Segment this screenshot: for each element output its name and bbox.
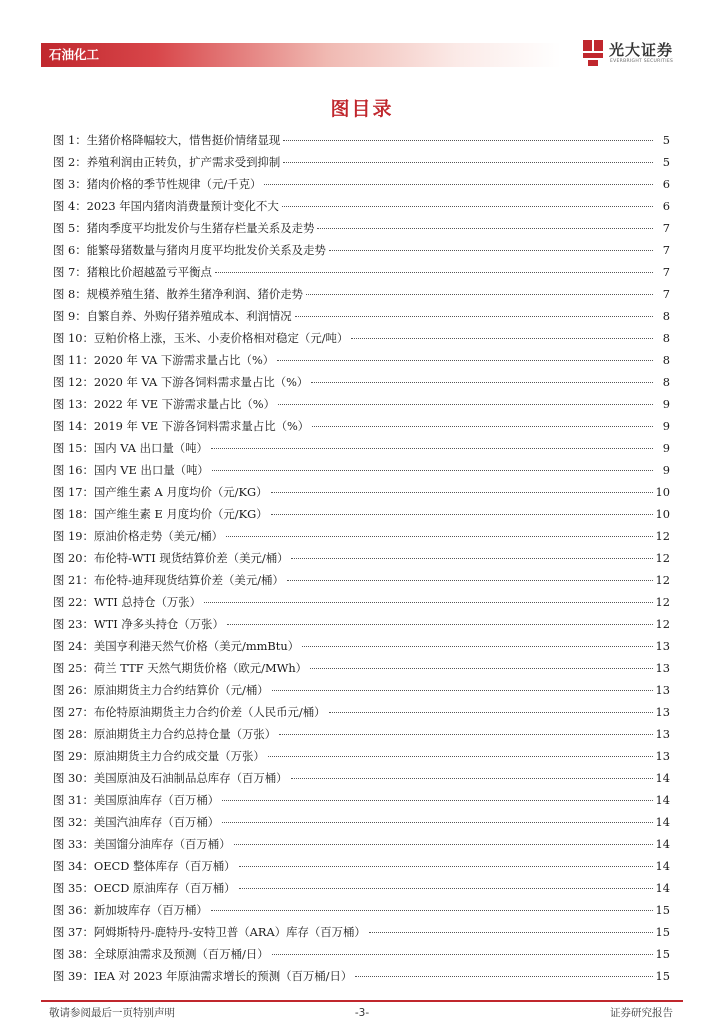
toc-leader-dots [204, 602, 652, 603]
toc-leader-dots [283, 162, 653, 163]
toc-entry-label: 图 22：WTI 总持仓（万张） [53, 595, 202, 609]
toc-leader-dots [272, 690, 653, 691]
toc-leader-dots [272, 954, 653, 955]
toc-leader-dots [311, 382, 653, 383]
toc-entry-page: 14 [655, 771, 670, 785]
toc-entry[interactable] [53, 459, 670, 481]
toc-leader-dots [264, 184, 653, 185]
toc-entry-label: 图 19：原油价格走势（美元/桶） [53, 529, 224, 543]
brand-name: 光大证券 [609, 41, 674, 59]
toc-entry-label: 图 34：OECD 整体库存（百万桶） [53, 859, 236, 873]
toc-entry-label: 图 31：美国原油库存（百万桶） [53, 793, 220, 807]
toc-entry-page: 5 [662, 155, 670, 169]
toc-entry-page: 9 [662, 463, 670, 477]
toc-entry[interactable] [53, 657, 670, 679]
toc-entry-page: 7 [662, 243, 670, 257]
toc-entry-page: 13 [655, 749, 670, 763]
toc-leader-dots [282, 206, 653, 207]
toc-entry-page: 13 [655, 705, 670, 719]
toc-leader-dots [310, 668, 652, 669]
toc-entry[interactable] [53, 349, 670, 371]
header-band [41, 43, 561, 67]
toc-entry-page: 5 [662, 133, 670, 147]
toc-leader-dots [291, 778, 653, 779]
toc-entry[interactable] [53, 877, 670, 899]
toc-entry-page: 7 [662, 265, 670, 279]
toc-leader-dots [268, 756, 653, 757]
toc-entry-page: 15 [655, 947, 670, 961]
toc-entry[interactable] [53, 723, 670, 745]
toc-entry[interactable] [53, 129, 670, 151]
toc-entry-page: 14 [655, 793, 670, 807]
toc-entry[interactable] [53, 745, 670, 767]
toc-entry-page: 10 [655, 485, 670, 499]
toc-entry-label: 图 18：国产维生素 E 月度均价（元/KG） [53, 507, 268, 521]
toc-entry-label: 图 37：阿姆斯特丹-鹿特丹-安特卫普（ARA）库存（百万桶） [53, 925, 366, 939]
toc-entry-page: 14 [655, 815, 670, 829]
toc-entry[interactable] [53, 591, 670, 613]
toc-entry-label: 图 35：OECD 原油库存（百万桶） [53, 881, 236, 895]
toc-leader-dots [306, 294, 653, 295]
toc-entry[interactable] [53, 415, 670, 437]
toc-entry-label: 图 27：布伦特原油期货主力合约价差（人民币元/桶） [53, 705, 326, 719]
toc-entry-label: 图 1：生猪价格降幅较大，惜售挺价情绪显现 [53, 133, 281, 147]
toc-leader-dots [239, 866, 653, 867]
toc-entry[interactable] [53, 217, 670, 239]
toc-leader-dots [212, 470, 653, 471]
toc-entry-label: 图 10：豆粕价格上涨，玉米、小麦价格相对稳定（元/吨） [53, 331, 349, 345]
toc-entry-page: 7 [662, 287, 670, 301]
toc-entry-page: 6 [662, 177, 670, 191]
toc-entry-page: 10 [655, 507, 670, 521]
toc-leader-dots [227, 624, 653, 625]
toc-entry-page: 13 [655, 727, 670, 741]
toc-entry[interactable] [53, 921, 670, 943]
toc-entry[interactable] [53, 701, 670, 723]
toc-entry[interactable] [53, 195, 670, 217]
toc-entry-page: 12 [655, 595, 670, 609]
toc-entry[interactable] [53, 173, 670, 195]
toc-entry[interactable] [53, 811, 670, 833]
toc-leader-dots [329, 712, 653, 713]
toc-leader-dots [222, 800, 652, 801]
toc-entry[interactable] [53, 327, 670, 349]
toc-entry-page: 9 [662, 419, 670, 433]
table-of-figures [53, 129, 670, 987]
toc-leader-dots [239, 888, 653, 889]
toc-entry-label: 图 7：猪粮比价超越盈亏平衡点 [53, 265, 212, 279]
toc-entry-label: 图 33：美国馏分油库存（百万桶） [53, 837, 231, 851]
toc-leader-dots [211, 910, 653, 911]
toc-entry-label: 图 28：原油期货主力合约总持仓量（万张） [53, 727, 277, 741]
toc-entry[interactable] [53, 261, 670, 283]
page-number: -3- [354, 1007, 370, 1019]
toc-leader-dots [351, 338, 653, 339]
toc-entry-label: 图 38：全球原油需求及预测（百万桶/日） [53, 947, 269, 961]
toc-entry-page: 12 [655, 551, 670, 565]
toc-leader-dots [226, 536, 652, 537]
toc-entry[interactable] [53, 789, 670, 811]
brand-logo [581, 38, 681, 70]
toc-entry-label: 图 20：布伦特-WTI 现货结算价差（美元/桶） [53, 551, 289, 565]
toc-entry[interactable] [53, 635, 670, 657]
toc-leader-dots [271, 492, 653, 493]
toc-leader-dots [295, 316, 653, 317]
toc-entry-page: 9 [662, 441, 670, 455]
toc-entry[interactable] [53, 855, 670, 877]
toc-entry-page: 8 [662, 375, 670, 389]
toc-leader-dots [369, 932, 653, 933]
toc-entry-label: 图 21：布伦特-迪拜现货结算价差（美元/桶） [53, 573, 284, 587]
toc-leader-dots [287, 580, 653, 581]
toc-entry-label: 图 32：美国汽油库存（百万桶） [53, 815, 220, 829]
toc-entry-page: 6 [662, 199, 670, 213]
toc-entry[interactable] [53, 151, 670, 173]
toc-entry[interactable] [53, 613, 670, 635]
toc-entry-page: 8 [662, 353, 670, 367]
toc-entry-page: 12 [655, 573, 670, 587]
toc-entry-label: 图 36：新加坡库存（百万桶） [53, 903, 208, 917]
toc-entry-page: 12 [655, 617, 670, 631]
toc-entry[interactable] [53, 305, 670, 327]
toc-entry[interactable] [53, 437, 670, 459]
toc-entry[interactable] [53, 679, 670, 701]
toc-entry-label: 图 4：2023 年国内猪肉消费量预计变化不大 [53, 199, 279, 213]
brand-logo-icon [581, 38, 605, 68]
section-label: 石油化工 [49, 47, 100, 62]
toc-leader-dots [277, 360, 653, 361]
toc-entry-label: 图 12：2020 年 VA 下游各饲料需求量占比（%） [53, 375, 309, 389]
footer-divider [41, 1000, 683, 1002]
toc-entry-label: 图 5：猪肉季度平均批发价与生猪存栏量关系及走势 [53, 221, 315, 235]
toc-entry-label: 图 2：养殖利润由正转负，扩产需求受到抑制 [53, 155, 281, 169]
toc-leader-dots [355, 976, 652, 977]
toc-leader-dots [317, 228, 653, 229]
toc-entry-label: 图 23：WTI 净多头持仓（万张） [53, 617, 224, 631]
toc-entry-label: 图 29：原油期货主力合约成交量（万张） [53, 749, 265, 763]
toc-entry-page: 7 [662, 221, 670, 235]
toc-entry[interactable] [53, 547, 670, 569]
toc-entry-label: 图 15：国内 VA 出口量（吨） [53, 441, 208, 455]
toc-entry-label: 图 9：自繁自养、外购仔猪养殖成本、利润情况 [53, 309, 292, 323]
toc-entry[interactable] [53, 525, 670, 547]
toc-entry-page: 15 [655, 969, 670, 983]
toc-entry-label: 图 25：荷兰 TTF 天然气期货价格（欧元/MWh） [53, 661, 308, 675]
toc-entry-label: 图 11：2020 年 VA 下游需求量占比（%） [53, 353, 275, 367]
footer-disclaimer: 敬请参阅最后一页特别声明 [49, 1007, 175, 1019]
toc-entry-page: 12 [655, 529, 670, 543]
toc-leader-dots [222, 822, 652, 823]
toc-entry[interactable] [53, 965, 670, 987]
toc-leader-dots [312, 426, 653, 427]
toc-entry[interactable] [53, 899, 670, 921]
toc-entry-label: 图 6：能繁母猪数量与猪肉月度平均批发价关系及走势 [53, 243, 326, 257]
toc-entry[interactable] [53, 943, 670, 965]
toc-entry-page: 14 [655, 859, 670, 873]
toc-leader-dots [302, 646, 652, 647]
toc-leader-dots [271, 514, 653, 515]
toc-title: 图目录 [330, 98, 394, 120]
toc-entry-label: 图 26：原油期货主力合约结算价（元/桶） [53, 683, 269, 697]
toc-leader-dots [278, 404, 653, 405]
toc-entry[interactable] [53, 393, 670, 415]
toc-entry-label: 图 8：规模养殖生猪、散养生猪净利润、猪价走势 [53, 287, 304, 301]
toc-leader-dots [329, 250, 653, 251]
toc-entry-page: 15 [655, 903, 670, 917]
toc-leader-dots [283, 140, 653, 141]
toc-leader-dots [211, 448, 653, 449]
toc-entry-label: 图 39：IEA 对 2023 年原油需求增长的预测（百万桶/日） [53, 969, 353, 983]
toc-entry[interactable] [53, 767, 670, 789]
toc-leader-dots [234, 844, 653, 845]
toc-entry[interactable] [53, 833, 670, 855]
toc-leader-dots [279, 734, 652, 735]
toc-entry[interactable] [53, 239, 670, 261]
toc-entry-page: 13 [655, 661, 670, 675]
brand-subtitle: EVERBRIGHT SECURITIES [610, 59, 674, 64]
toc-entry-page: 15 [655, 925, 670, 939]
toc-entry-page: 9 [662, 397, 670, 411]
toc-entry-page: 14 [655, 881, 670, 895]
toc-entry[interactable] [53, 503, 670, 525]
toc-entry-label: 图 16：国内 VE 出口量（吨） [53, 463, 209, 477]
toc-entry[interactable] [53, 371, 670, 393]
toc-leader-dots [291, 558, 652, 559]
toc-entry-label: 图 14：2019 年 VE 下游各饲料需求量占比（%） [53, 419, 310, 433]
toc-entry[interactable] [53, 283, 670, 305]
toc-entry-page: 8 [662, 331, 670, 345]
toc-entry-page: 13 [655, 683, 670, 697]
toc-entry-page: 8 [662, 309, 670, 323]
footer-report-type: 证券研究报告 [610, 1007, 673, 1019]
toc-entry-label: 图 3：猪肉价格的季节性规律（元/千克） [53, 177, 262, 191]
toc-entry[interactable] [53, 481, 670, 503]
toc-leader-dots [215, 272, 653, 273]
toc-entry-label: 图 17：国产维生素 A 月度均价（元/KG） [53, 485, 268, 499]
toc-entry-page: 13 [655, 639, 670, 653]
toc-entry-page: 14 [655, 837, 670, 851]
toc-entry-label: 图 24：美国亨利港天然气价格（美元/mmBtu） [53, 639, 300, 653]
toc-entry-label: 图 30：美国原油及石油制品总库存（百万桶） [53, 771, 288, 785]
toc-entry-label: 图 13：2022 年 VE 下游需求量占比（%） [53, 397, 276, 411]
toc-entry[interactable] [53, 569, 670, 591]
